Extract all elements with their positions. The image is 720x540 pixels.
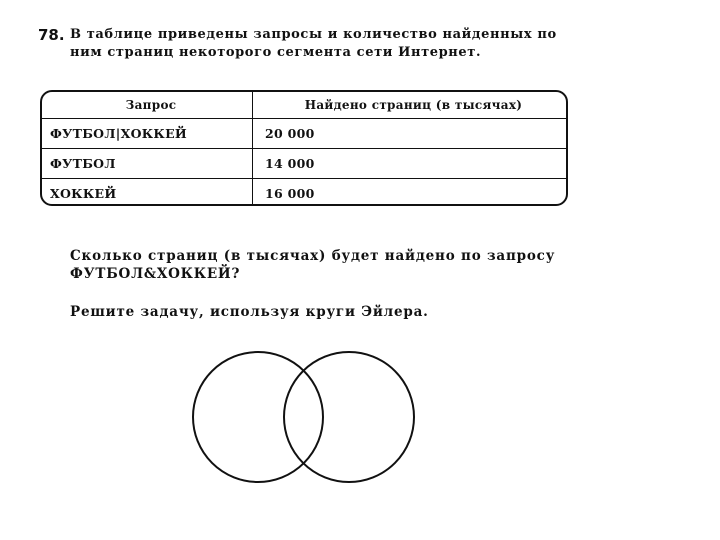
- problem-number: 78.: [38, 26, 65, 44]
- header-query: Запрос: [42, 92, 253, 119]
- header-pages: Найдено страниц (в тысячах): [253, 92, 567, 119]
- pages-cell: 14 000: [253, 149, 567, 179]
- task-instruction: Решите задачу, используя круги Эйлера.: [70, 304, 429, 320]
- pages-cell: 20 000: [253, 119, 567, 149]
- question-line-1: Сколько страниц (в тысячах) будет найдено по запросу: [70, 248, 556, 264]
- venn-diagram: [180, 345, 430, 495]
- venn-circle-right: [284, 352, 414, 482]
- table-row: [42, 179, 566, 207]
- question-line-2: ФУТБОЛ&ХОККЕЙ?: [70, 266, 241, 282]
- table-header-row: [42, 92, 566, 119]
- query-cell: ФУТБОЛ: [42, 149, 253, 179]
- query-cell: ХОККЕЙ: [42, 179, 253, 207]
- problem-intro-line-1: В таблице приведены запросы и количество найденных по: [70, 27, 557, 42]
- table-row: [42, 119, 566, 149]
- pages-cell: 16 000: [265, 186, 315, 201]
- query-cell: ФУТБОЛ|ХОККЕЙ: [42, 119, 253, 149]
- table-row: [42, 149, 566, 179]
- query-table: [40, 90, 568, 206]
- problem-intro-line-2: ним страниц некоторого сегмента сети Интернет.: [70, 45, 482, 60]
